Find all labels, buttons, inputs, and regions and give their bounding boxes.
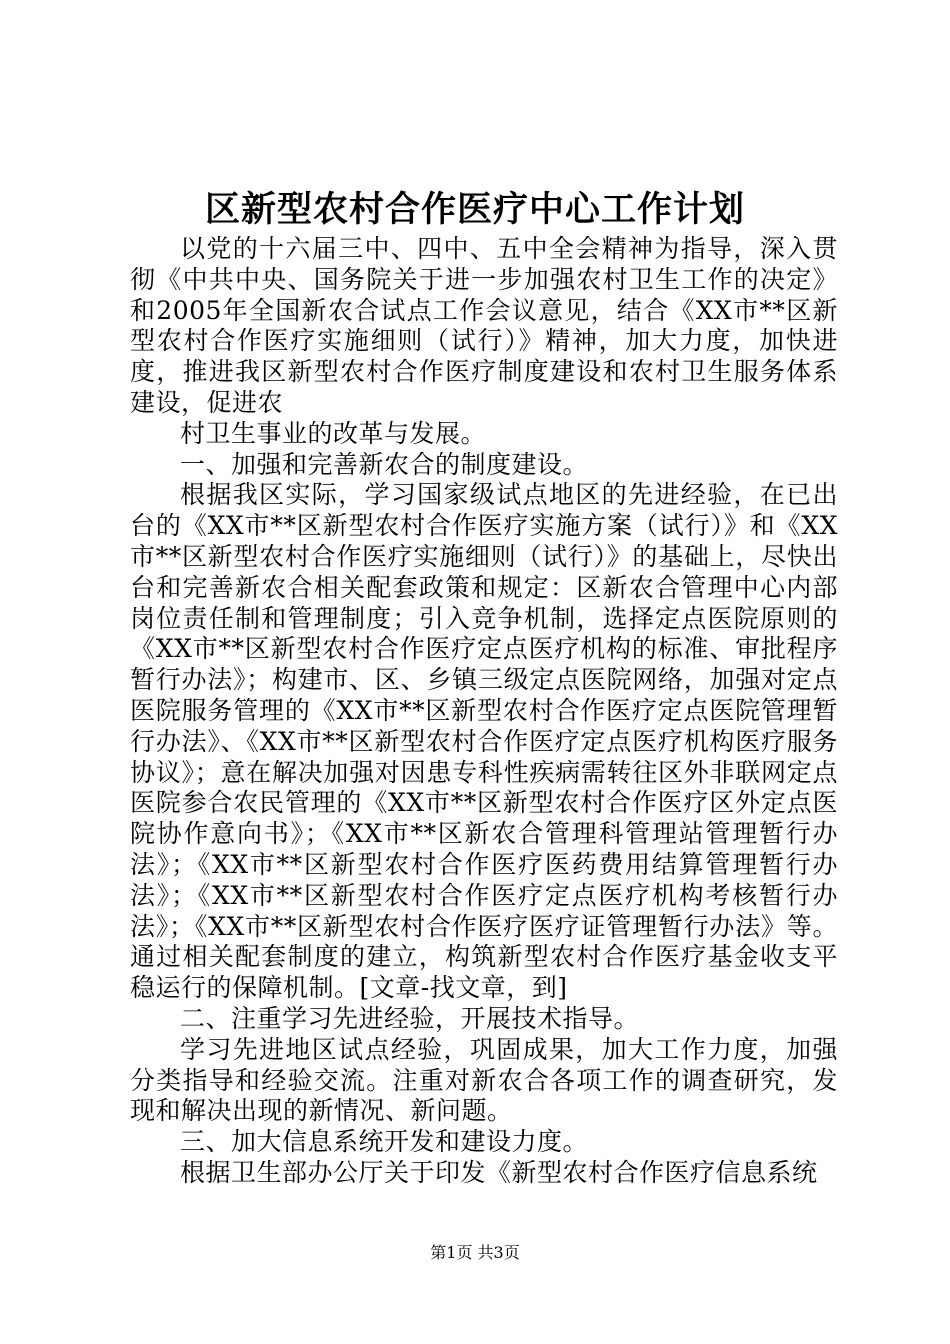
document-body	[130, 234, 838, 1189]
section-heading-1: 一、加强和完善新农合的制度建设。	[180, 449, 589, 479]
paragraph-section-1: 根据我区实际，学习国家级试点地区的先进经验，在已出台的《XX市**区新型农村合作医疗实施方案（试行）》和《XX市**区新型农村合作医疗实施细则（试行）》的基础上，尽快出台和完善新农合相关配套政策和规定：区新农合管理中心内部岗位责任制和管理制度；引入竞争机制，选择定点医院原则的《XX市**区新型农村合作医疗定点医疗机构的标准、审批程序暂行办法》；构建市、区、乡镇三级定点医院网络，加强对定点医院服务管理的《XX市**区新型农村合作医疗定点医院管理暂行办法》、《XX市**区新型农村合作医疗定点医疗机构医疗服务协议》；意在解决加强对因患专科性疾病需转往区外非联网定点医院参合农民管理的《XX市**区新型农村合作医疗区外定点医院协作意向书》；《XX市**区新农合管理科管理站管理暂行办法》；《XX市**区新型农村合作医疗医药费用结算管理暂行办法》；《XX市**区新型农村合作医疗定点医疗机构考核暂行办法》；《XX市**区新型农村合作医疗医疗证管理暂行办法》等。通过相关配套制度的建立，构筑新型农村合作医疗基金收支平稳运行的保障机制。[文章-找文章，到]	[130, 480, 838, 1003]
document-title: 区新型农村合作医疗中心工作计划	[204, 189, 745, 230]
paragraph-intro: 以党的十六届三中、四中、五中全会精神为指导，深入贯彻《中共中央、国务院关于进一步加强农村卫生工作的决定》和2005年全国新农合试点工作会议意见，结合《XX市**区新型农村合作医疗实施细则（试行）》精神，加大力度，加快进度，推进我区新型农村合作医疗制度建设和农村卫生服务体系建设，促进农	[130, 234, 838, 417]
paragraph-intro-continued: 村卫生事业的改革与发展。	[180, 418, 487, 448]
paragraph-section-2: 学习先进地区试点经验，巩固成果，加大工作力度，加强分类指导和经验交流。注重对新农合各项工作的调查研究，发现和解决出现的新情况、新问题。	[130, 1034, 838, 1126]
paragraph-section-3: 根据卫生部办公厅关于印发《新型农村合作医疗信息系统	[180, 1157, 818, 1187]
section-heading-3: 三、加大信息系统开发和建设力度。	[180, 1127, 589, 1157]
page-footer: 第1页 共3页	[430, 1243, 520, 1262]
section-heading-2: 二、注重学习先进经验，开展技术指导。	[180, 1003, 640, 1033]
